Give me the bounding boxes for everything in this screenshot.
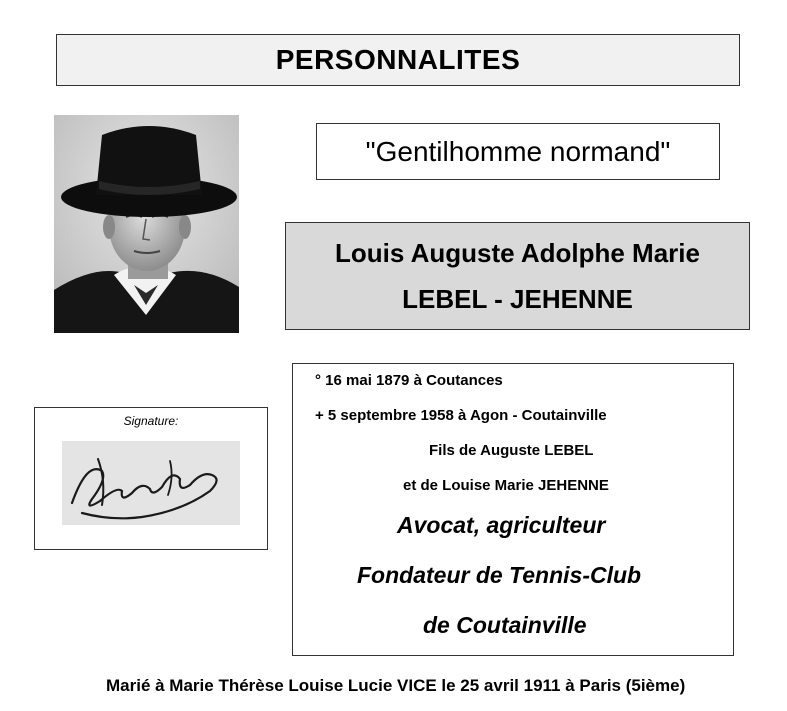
given-names: Louis Auguste Adolphe Marie — [335, 238, 700, 268]
signature-box — [34, 407, 268, 550]
signature-image — [62, 441, 240, 525]
marriage-line: Marié à Marie Thérèse Louise Lucie VICE le 25 avril 1911 à Paris (5ième) — [106, 676, 686, 695]
birth-line: ° 16 mai 1879 à Coutances — [315, 372, 503, 389]
death-line: + 5 septembre 1958 à Agon - Coutainville — [315, 407, 607, 424]
signature-label: Signature: — [123, 414, 179, 428]
biography-box — [292, 363, 734, 656]
surname: LEBEL - JEHENNE — [402, 284, 633, 314]
mother-line: et de Louise Marie JEHENNE — [403, 477, 609, 494]
signature-scribble — [62, 441, 240, 525]
profession-line: Avocat, agriculteur — [397, 512, 606, 538]
page-title: PERSONNALITES — [275, 44, 521, 75]
founder-line-1: Fondateur de Tennis-Club — [357, 562, 642, 588]
page-title-box — [56, 34, 740, 86]
nickname-box — [316, 123, 720, 180]
portrait-image — [54, 115, 239, 333]
portrait-photo — [54, 115, 239, 333]
nickname: "Gentilhomme normand" — [365, 135, 671, 167]
name-box — [285, 222, 750, 330]
founder-line-2: de Coutainville — [423, 612, 587, 638]
father-line: Fils de Auguste LEBEL — [429, 442, 594, 459]
